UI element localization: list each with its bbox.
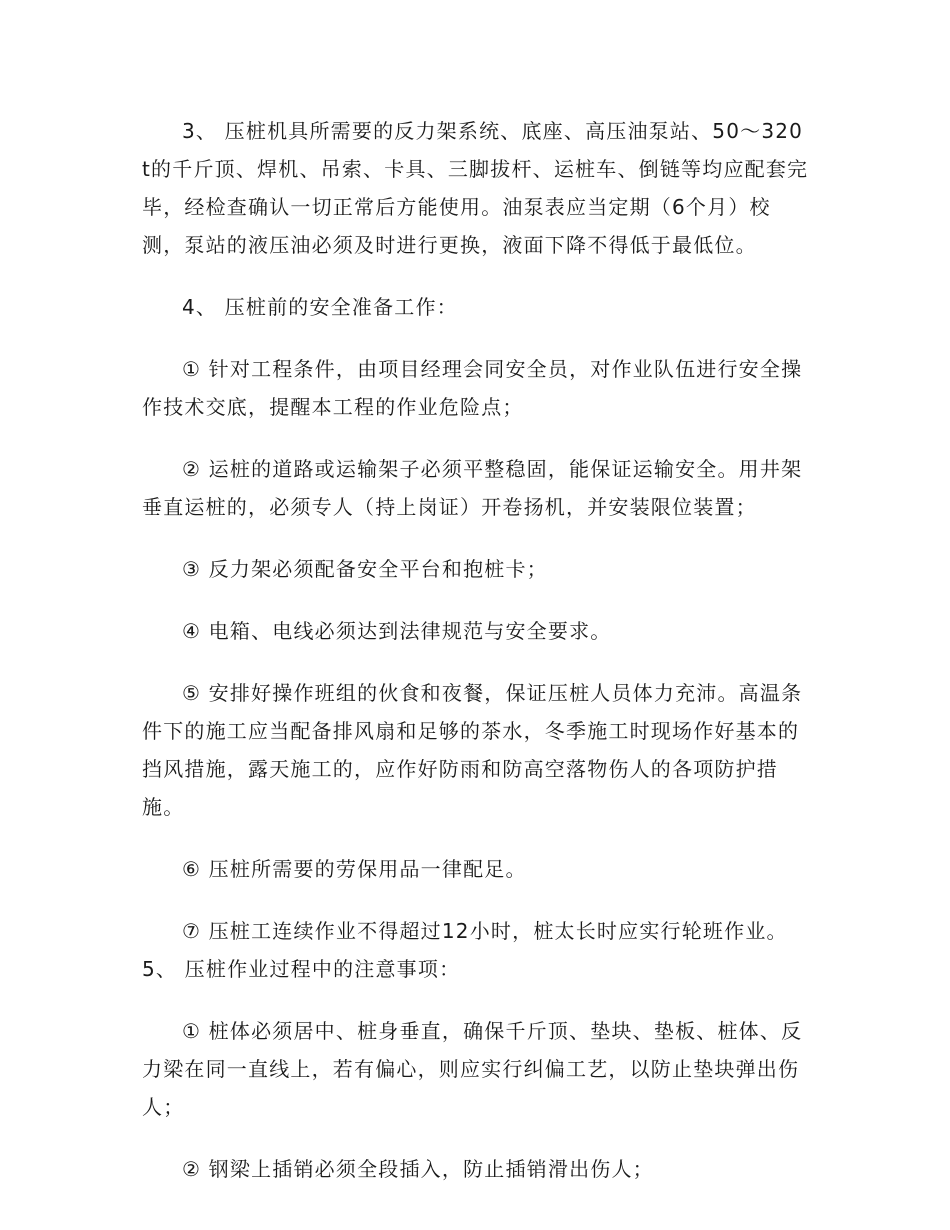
paragraph-item-6-protective-gear: ⑥ 压桩所需要的劳保用品一律配足。 (182, 857, 527, 881)
paragraph-item-1-alignment: ① 桩体必须居中、桩身垂直，确保千斤顶、垫块、垫板、桩体、反力梁在同一直线上，若有偏心，则应实行纠偏工艺，以防止垫块弹出伤人； (142, 1019, 803, 1119)
paragraph-item-4-electrical: ④ 电箱、电线必须达到法律规范与安全要求。 (182, 619, 612, 643)
paragraph-item-5-meals-weather: ⑤ 安排好操作班组的伙食和夜餐，保证压桩人员体力充沛。高温条件下的施工应当配备排风扇和足够的茶水，冬季施工时现场作好基本的挡风措施，露天施工的，应作好防雨和防高空落物伤人的各项防护措施。 (142, 681, 803, 819)
paragraph-item-3-platform: ③ 反力架必须配备安全平台和抱桩卡； (182, 557, 548, 581)
paragraph-item-7-shift-limit: ⑦ 压桩工连续作业不得超过12小时，桩太长时应实行轮班作业。5、 压桩作业过程中的注意事项： (142, 919, 788, 981)
paragraph-item-1-briefing: ① 针对工程条件，由项目经理会同安全员，对作业队伍进行安全操作技术交底，提醒本工程的作业危险点； (142, 357, 803, 419)
paragraph-pile-equipment: 3、 压桩机具所需要的反力架系统、底座、高压油泵站、50～320t的千斤顶、焊机、吊索、卡具、三脚拔杆、运桩车、倒链等均应配套完毕，经检查确认一切正常后方能使用。油泵表应当定期（6个月）校测，泵站的液压油必须及时进行更换，液面下降不得低于最低位。 (142, 119, 809, 257)
paragraph-safety-prep-heading: 4、 压桩前的安全准备工作： (182, 295, 458, 319)
paragraph-item-2-pins: ② 钢梁上插销必须全段插入，防止插销滑出伤人； (182, 1157, 654, 1181)
document-body (142, 112, 810, 1212)
paragraph-item-2-transport: ② 运桩的道路或运输架子必须平整稳固，能保证运输安全。用井架垂直运桩的，必须专人（持上岗证）开卷扬机，并安装限位装置； (142, 457, 803, 519)
